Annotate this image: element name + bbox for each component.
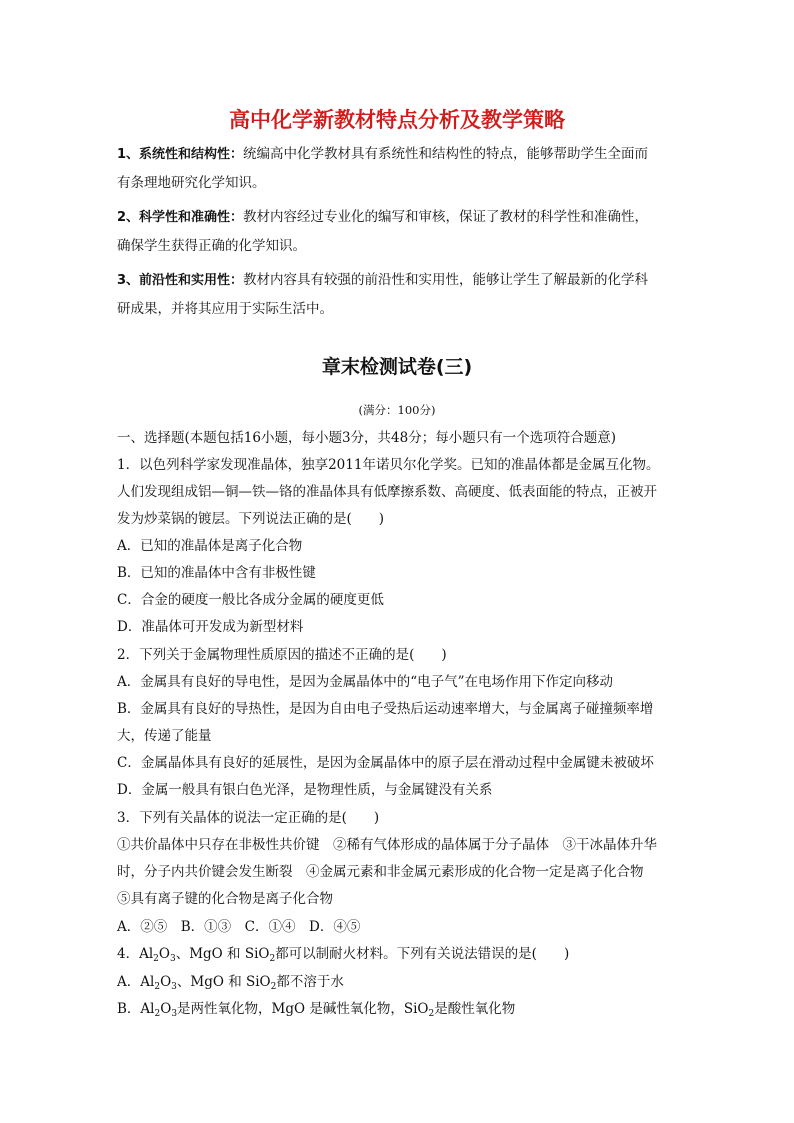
exam-title: 章末检测试卷(三) [321,356,473,378]
section-heading: 一、选择题(本题包括16小题，每小题3分，共48分；每小题只有一个选项符合题意) [117,430,616,446]
question-1-option-c: C．合金的硬度一般比各成分金属的硬度更低 [117,592,384,608]
question-3-options: A．②⑤ B．①③ C．①④ D．④⑤ [117,919,361,935]
feature-1-text: 统编高中化学教材具有系统性和结构性的特点，能够帮助学生全面而 [243,146,649,162]
feature-1-text-cont: 有条理地研究化学知识。 [117,175,266,191]
document-title: 高中化学新教材特点分析及教学策略 [229,108,565,132]
question-1-line-1: 1．以色列科学家发现准晶体，独享2011年诺贝尔化学奖。已知的准晶体都是金属互化物。 [117,457,660,473]
feature-2-label: 2、科学性和准确性： [117,210,244,225]
feature-2-text: 教材内容经过专业化的编写和审核，保证了教材的科学性和准确性， [243,209,649,225]
question-4-stem: 4．$Al_2O_3$、MgO 和 SiO$_2$都可以制耐火材料。下列有关说法错误的是( ) [117,946,570,964]
feature-3-text: 教材内容具有较强的前沿性和实用性，能够让学生了解最新的化学科 [243,272,649,288]
feature-1 [117,140,683,198]
feature-3-label: 3、前沿性和实用性： [117,273,244,288]
question-3-line-2: 时，分子内共价键会发生断裂 ④金属元素和非金属元素形成的化合物一定是离子化合物 [117,864,644,880]
score-note: (满分：100分) [358,403,436,417]
question-1-line-3: 发为炒菜锅的镀层。下列说法正确的是( ) [117,511,385,527]
question-1-option-a: A．已知的准晶体是离子化合物 [117,538,303,554]
question-2-option-a: A．金属具有良好的导电性，是因为金属晶体中的“电子气”在电场作用下作定向移动 [117,674,614,690]
feature-1-label: 1、系统性和结构性： [117,147,244,162]
question-1-option-d: D．准晶体可开发成为新型材料 [117,619,304,635]
question-2-option-d: D．金属一般具有银白色光泽，是物理性质，与金属键没有关系 [117,782,493,798]
feature-3-text-cont: 研成果，并将其应用于实际生活中。 [117,301,333,317]
feature-3 [117,266,683,324]
question-2-option-b-cont: 大，传递了能量 [117,728,212,744]
question-3-stem: 3．下列有关晶体的说法一定正确的是( ) [117,810,380,826]
question-3-line-1: ①共价晶体中只存在非极性共价键 ②稀有气体形成的晶体属于分子晶体 ③干冰晶体升华 [117,837,657,853]
feature-2 [117,203,683,261]
question-4-option-a: A．$Al_2O_3$、MgO 和 SiO$_2$都不溶于水 [117,974,344,992]
question-2-option-b: B．金属具有良好的导热性，是因为自由电子受热后运动速率增大，与金属离子碰撞频率增 [117,701,654,717]
question-1-line-2: 人们发现组成铝—铜—铁—铬的准晶体具有低摩擦系数、高硬度、低表面能的特点，正被开 [117,484,657,500]
feature-2-text-cont: 确保学生获得正确的化学知识。 [117,238,306,254]
question-1-option-b: B．已知的准晶体中含有非极性键 [117,565,316,581]
question-2-option-c: C．金属晶体具有良好的延展性，是因为金属晶体中的原子层在滑动过程中金属键未被破坏 [117,755,654,771]
question-4-option-b: B．$Al_2O_3$是两性氧化物，MgO 是碱性氧化物，SiO$_2$是酸性氧化物 [117,1001,516,1019]
question-3-line-3: ⑤具有离子键的化合物是离子化合物 [117,891,333,907]
question-2-stem: 2．下列关于金属物理性质原因的描述不正确的是( ) [117,647,447,663]
